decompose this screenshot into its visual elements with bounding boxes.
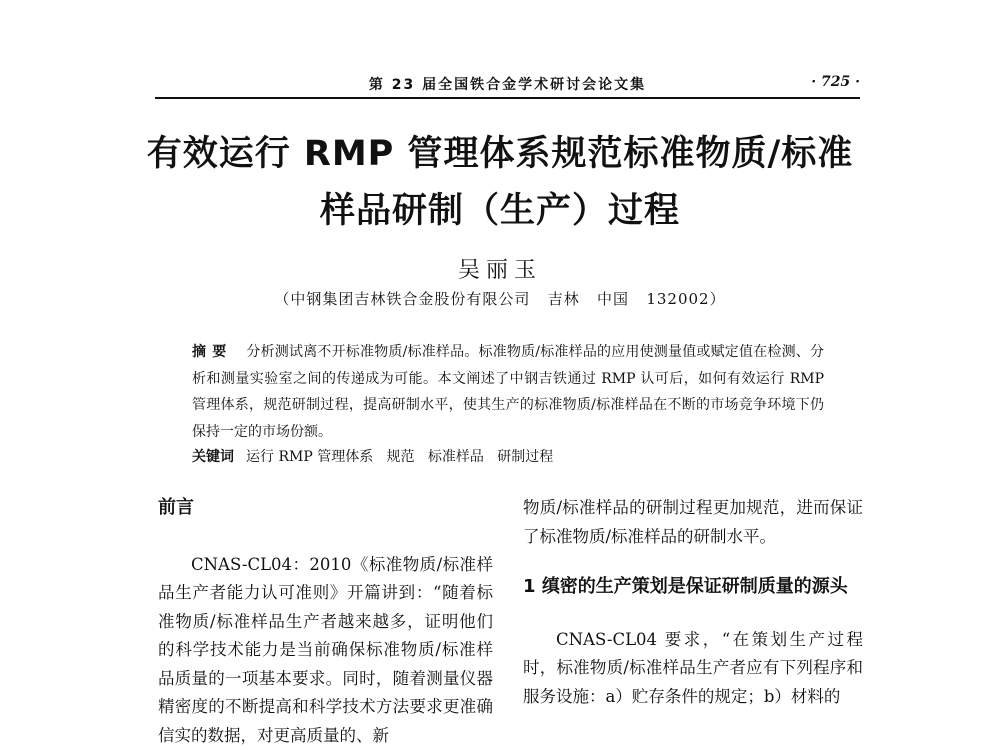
header-rule [155, 97, 860, 99]
journal-name: 第 23 届全国铁合金学术研讨会论文集 [155, 74, 860, 94]
author-affiliation: （中钢集团吉林铁合金股份有限公司 吉林 中国 132002） [0, 288, 1000, 309]
section-1-heading: 1 缜密的生产策划是保证研制质量的源头 [523, 573, 863, 602]
paper-title-line-2: 样品研制（生产）过程 [100, 183, 900, 233]
paper-title-line-1: 有效运行 RMP 管理体系规范标准物质/标准 [100, 126, 900, 176]
right-column [523, 494, 863, 711]
section-1-paragraph: CNAS-CL04 要求，“在策划生产过程时，标准物质/标准样品生产者应有下列程序和服务设施：a）贮存条件的规定；b）材料的 [523, 626, 863, 712]
left-column [158, 494, 493, 750]
keywords-label: 关键词 [192, 449, 234, 465]
author-name: 吴丽玉 [0, 253, 1000, 284]
keywords-text: 运行 RMP 管理体系 规范 标准样品 研制过程 [246, 449, 553, 465]
running-head [155, 74, 860, 94]
keywords [192, 444, 824, 470]
abstract-label: 摘要 [192, 344, 232, 360]
continued-paragraph: 物质/标准样品的研制过程更加规范，进而保证了标准物质/标准样品的研制水平。 [523, 494, 863, 551]
abstract-text: 分析测试离不开标准物质/标准样品。标准物质/标准样品的应用使测量值或赋定值在检测、分析和测量实验室之间的传递成为可能。本文阐述了中钢吉铁通过 RMP 认可后，如何有效运行 RMP 管理体系，规范研制过程，提高研制水平，使其生产的标准物质/标准样品在不断的市场竞争环境下仍保持一定的市场份额。 [192, 344, 824, 440]
section-heading-preface: 前言 [158, 494, 493, 523]
abstract [192, 339, 824, 445]
preface-paragraph: CNAS-CL04：2010《标准物质/标准样品生产者能力认可准则》开篇讲到：“随着标准物质/标准样品生产者越来越多，证明他们的科学技术能力是当前确保标准物质/标准样品质量的一项基本要求。同时，随着测量仪器精密度的不断提高和科学技术方法要求更准确信实的数据，对更高质量的、新 [158, 551, 493, 750]
page-number: · 725 · [811, 74, 860, 90]
